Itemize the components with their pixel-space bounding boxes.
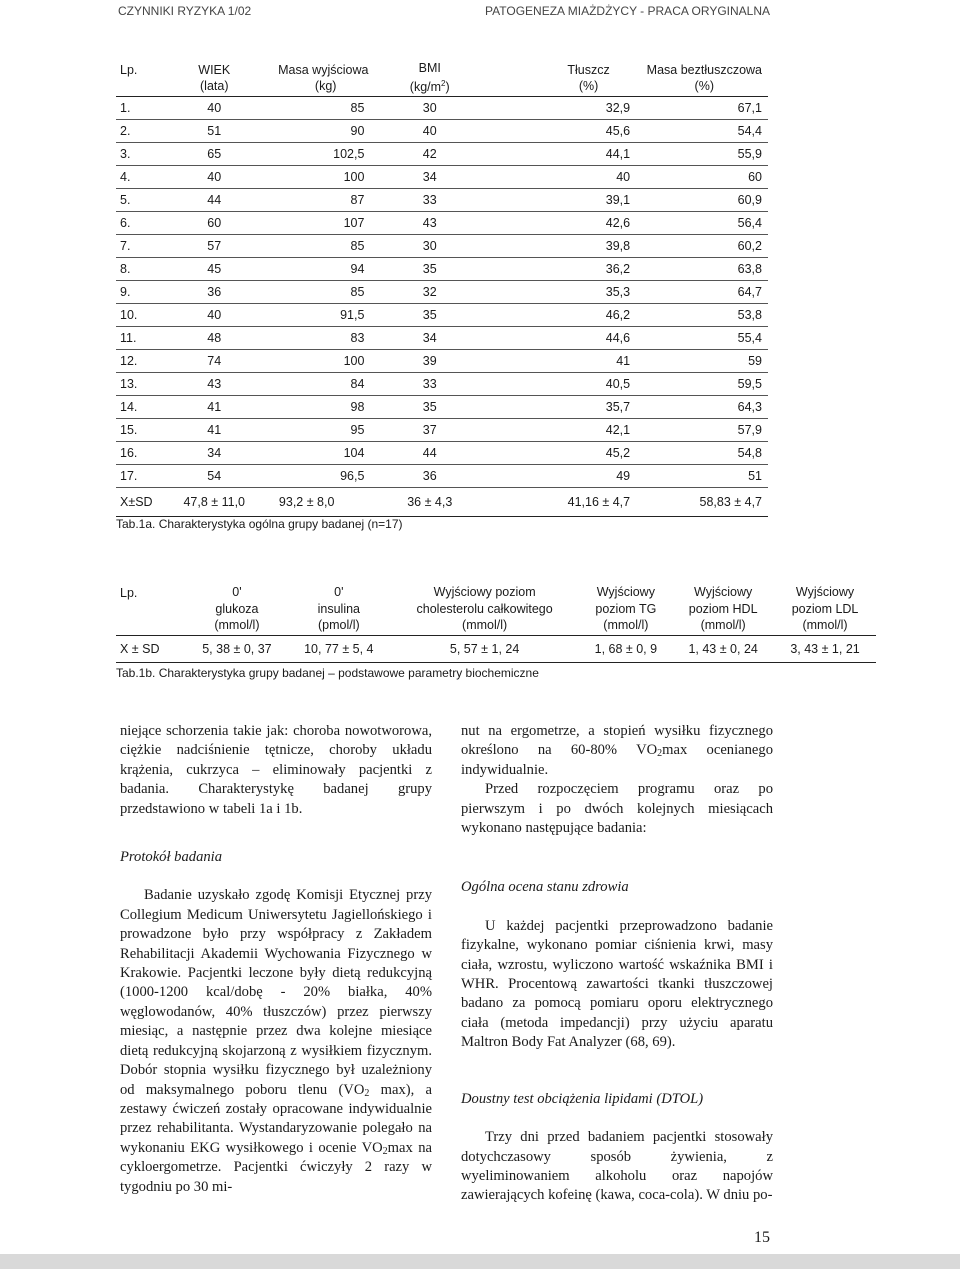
t2-cell: 3, 43 ± 1, 21 bbox=[774, 635, 876, 662]
t2-header-tg bbox=[580, 583, 673, 635]
t1-cell: 53,8 bbox=[636, 303, 768, 326]
t1-cell: 41 bbox=[487, 349, 636, 372]
t1-header-weight bbox=[249, 60, 372, 96]
t1-cell: 34 bbox=[372, 165, 487, 188]
t1-cell: 35 bbox=[372, 257, 487, 280]
t2-header-ldl-l2: poziom LDL bbox=[791, 601, 859, 616]
table-row bbox=[116, 395, 768, 418]
t1-cell: 54,8 bbox=[636, 441, 768, 464]
t1-cell: 40 bbox=[179, 165, 249, 188]
t1-cell: 40 bbox=[372, 119, 487, 142]
t1-cell: 48 bbox=[179, 326, 249, 349]
t1-header-bmi-l1: BMI bbox=[418, 61, 441, 76]
t1-cell: 16. bbox=[116, 441, 179, 464]
t2-header-glucose-l1: 0' bbox=[232, 585, 242, 599]
t1-cell: 45,6 bbox=[487, 119, 636, 142]
t1-cell: 90 bbox=[249, 119, 372, 142]
t1-cell: 60 bbox=[179, 211, 249, 234]
t1-cell: 34 bbox=[372, 326, 487, 349]
t2-cell: 10, 77 ± 5, 4 bbox=[288, 635, 390, 662]
t2-header-ldl bbox=[774, 583, 876, 635]
t2-header-ldl-l1: Wyjściowy bbox=[795, 585, 855, 599]
t1-cell: 6. bbox=[116, 211, 179, 234]
table-row bbox=[116, 464, 768, 487]
table-1a-caption: Tab.1a. Charakterystyka ogólna grupy badanej (n=17) bbox=[116, 517, 403, 531]
t1-cell: 30 bbox=[372, 234, 487, 257]
t1-cell: 40 bbox=[179, 303, 249, 326]
t1-cell: 91,5 bbox=[249, 303, 372, 326]
table-row bbox=[116, 372, 768, 395]
right-paragraph-4: Trzy dni przed badaniem pacjentki stosowały dotychczasowy sposób żywienia, z wyeliminowaniem alkoholu oraz napojów zawierających kofeinę (kawa, coca-cola). W dniu po- bbox=[461, 1129, 773, 1204]
t1-header-bmi-sup: 2 bbox=[441, 79, 446, 89]
t2-header-insulin bbox=[288, 583, 390, 635]
heading-dtol: Doustny test obciążenia lipidami (DTOL) bbox=[461, 1090, 704, 1107]
t1-cell: 96,5 bbox=[249, 464, 372, 487]
right-paragraph-3: U każdej pacjentki przeprowadzono badanie fizykalne, wykonano pomiar ciśnienia krwi, masy ciała, wzrostu, wyliczono wartość wskaźnika BMI i WHR. Procentową zawartości tkanki tłuszczowej badano za pomocą pomiaru oporu elektrycznego ciała (metoda impedancji) przy użyciu aparatu Maltron Body Fat Analyzer (68, 69). bbox=[461, 917, 773, 1051]
running-head-right: PATOGENEZA MIAŻDŻYCY - PRACA ORYGINALNA bbox=[485, 4, 770, 18]
t1-cell: 35 bbox=[372, 395, 487, 418]
t2-header-glucose bbox=[186, 583, 288, 635]
t1-cell: 57 bbox=[179, 234, 249, 257]
t1-cell: 39 bbox=[372, 349, 487, 372]
t2-cell: 1, 68 ± 0, 9 bbox=[580, 635, 673, 662]
t1-cell: 44 bbox=[372, 441, 487, 464]
t1-cell: 32,9 bbox=[487, 96, 636, 119]
t1-header-bmi bbox=[372, 60, 487, 96]
t1-cell: 43 bbox=[179, 372, 249, 395]
heading-protokol-badania: Protokół badania bbox=[120, 849, 223, 866]
t1-cell: 45 bbox=[179, 257, 249, 280]
page-footer-bar bbox=[0, 1254, 960, 1269]
t1-cell: 37 bbox=[372, 418, 487, 441]
table-1b-caption: Tab.1b. Charakterystyka grupy badanej – podstawowe parametry biochemiczne bbox=[116, 666, 539, 680]
t1-cell: 42,1 bbox=[487, 418, 636, 441]
t1-cell: 45,2 bbox=[487, 441, 636, 464]
t1-cell: 36 bbox=[372, 464, 487, 487]
t1-cell: 8. bbox=[116, 257, 179, 280]
table-row bbox=[116, 188, 768, 211]
table-row bbox=[116, 234, 768, 257]
t1-header-bmi-l2a: (kg/m bbox=[409, 80, 442, 95]
t1-cell: 55,9 bbox=[636, 142, 768, 165]
t1-header-lp bbox=[116, 60, 179, 96]
t2-header-hdl-l3: (mmol/l) bbox=[700, 618, 746, 632]
t2-header-chol-l2: cholesterolu całkowitego bbox=[416, 601, 553, 616]
t1-cell: 107 bbox=[249, 211, 372, 234]
table-row bbox=[116, 257, 768, 280]
t1-cell: 9. bbox=[116, 280, 179, 303]
t1-header-lean-l2: (%) bbox=[694, 78, 714, 93]
t2-header-glucose-l3: (mmol/l) bbox=[214, 618, 260, 632]
t1-cell: 4. bbox=[116, 165, 179, 188]
t1-cell: 40 bbox=[179, 96, 249, 119]
t1-cell: 35,7 bbox=[487, 395, 636, 418]
t1-cell: 85 bbox=[249, 280, 372, 303]
t1-cell: 56,4 bbox=[636, 211, 768, 234]
t1-cell: 74 bbox=[179, 349, 249, 372]
table-row bbox=[116, 441, 768, 464]
t1-cell: 40,5 bbox=[487, 372, 636, 395]
t1-cell: 94 bbox=[249, 257, 372, 280]
t1-cell: 46,2 bbox=[487, 303, 636, 326]
t1-cell: 39,1 bbox=[487, 188, 636, 211]
t1-header-age-l1: WIEK bbox=[198, 62, 231, 77]
right-paragraph-2: Przed rozpoczęciem programu oraz po pierwszym i po dwóch kolejnych miesiącach wykonano następujące badania: bbox=[461, 781, 773, 837]
t1-cell: 33 bbox=[372, 188, 487, 211]
t1-cell: 85 bbox=[249, 234, 372, 257]
t1-header-lp-text: Lp. bbox=[120, 63, 138, 77]
t1-cell: 36 bbox=[179, 280, 249, 303]
t1-cell: 35 bbox=[372, 303, 487, 326]
t1-header-lean-l1: Masa beztłuszczowa bbox=[646, 62, 762, 77]
t1-cell: 100 bbox=[249, 165, 372, 188]
t1-cell: 42,6 bbox=[487, 211, 636, 234]
t1-summary-row bbox=[116, 487, 768, 516]
table-row bbox=[116, 142, 768, 165]
left-paragraph-1: niejące schorzenia takie jak: choroba nowotworowa, ciężkie nadciśnienie tętnicze, choroby układu krążenia, cukrzyca – eliminowały pacjentki z badania. Charakterystykę badanej grupy przedstawiono w tabeli 1a i 1b. bbox=[120, 723, 432, 817]
table-row bbox=[116, 119, 768, 142]
left-column bbox=[120, 722, 432, 1197]
left-p2-sub2: 2 bbox=[382, 1145, 388, 1157]
t1-summary-cell: 41,16 ± 4,7 bbox=[487, 487, 636, 516]
t1-cell: 51 bbox=[179, 119, 249, 142]
left-p2-c: max na cykloergometrze. Pacjentki ćwiczyły 2 razy w tygodniu po 30 mi- bbox=[120, 1139, 432, 1195]
t1-cell: 60,9 bbox=[636, 188, 768, 211]
t1-cell: 100 bbox=[249, 349, 372, 372]
table-row bbox=[116, 211, 768, 234]
heading-ogolna-ocena: Ogólna ocena stanu zdrowia bbox=[461, 879, 629, 896]
t1-cell: 1. bbox=[116, 96, 179, 119]
t2-header-tg-l2: poziom TG bbox=[595, 601, 657, 616]
t1-cell: 17. bbox=[116, 464, 179, 487]
t1-cell: 51 bbox=[636, 464, 768, 487]
t2-cell: X ± SD bbox=[116, 635, 186, 662]
t1-cell: 59,5 bbox=[636, 372, 768, 395]
t1-cell: 102,5 bbox=[249, 142, 372, 165]
right-column bbox=[461, 722, 773, 1206]
t2-header-ldl-l3: (mmol/l) bbox=[802, 618, 848, 632]
table-1b-header-row bbox=[116, 583, 876, 635]
t1-cell: 5. bbox=[116, 188, 179, 211]
t1-cell: 98 bbox=[249, 395, 372, 418]
t1-cell: 49 bbox=[487, 464, 636, 487]
t1-cell: 10. bbox=[116, 303, 179, 326]
t1-header-lean bbox=[636, 60, 768, 96]
t1-header-fat-l1: Tłuszcz bbox=[567, 62, 610, 77]
t1-cell: 13. bbox=[116, 372, 179, 395]
table-1a-header-row bbox=[116, 60, 768, 96]
t2-header-lp bbox=[116, 583, 186, 635]
right-p1-a: nut na ergometrze, a stopień wysiłku fizycznego określono na 60-80% VO bbox=[461, 723, 773, 759]
t1-cell: 39,8 bbox=[487, 234, 636, 257]
t1-cell: 95 bbox=[249, 418, 372, 441]
t1-cell: 40 bbox=[487, 165, 636, 188]
t1-cell: 55,4 bbox=[636, 326, 768, 349]
t1-summary-cell: 47,8 ± 11,0 bbox=[179, 487, 249, 516]
t2-cell: 5, 57 ± 1, 24 bbox=[390, 635, 580, 662]
t1-cell: 67,1 bbox=[636, 96, 768, 119]
t1-cell: 41 bbox=[179, 418, 249, 441]
t1-cell: 30 bbox=[372, 96, 487, 119]
left-paragraph-2 bbox=[120, 886, 432, 1197]
t1-cell: 85 bbox=[249, 96, 372, 119]
t1-cell: 35,3 bbox=[487, 280, 636, 303]
table-row bbox=[116, 349, 768, 372]
t1-cell: 43 bbox=[372, 211, 487, 234]
table-row bbox=[116, 165, 768, 188]
t1-cell: 2. bbox=[116, 119, 179, 142]
t1-cell: 15. bbox=[116, 418, 179, 441]
t2-cell: 1, 43 ± 0, 24 bbox=[672, 635, 774, 662]
t1-cell: 64,7 bbox=[636, 280, 768, 303]
t1-cell: 54,4 bbox=[636, 119, 768, 142]
t2-header-cholesterol bbox=[390, 583, 580, 635]
t1-cell: 3. bbox=[116, 142, 179, 165]
right-paragraph-1 bbox=[461, 722, 773, 780]
t1-summary-cell: 93,2 ± 8,0 bbox=[249, 487, 372, 516]
t2-header-tg-l3: (mmol/l) bbox=[603, 618, 649, 632]
t2-header-hdl-l2: poziom HDL bbox=[688, 601, 758, 616]
t2-header-chol-l3: (mmol/l) bbox=[462, 618, 508, 632]
table-1b bbox=[116, 583, 876, 663]
t1-cell: 63,8 bbox=[636, 257, 768, 280]
t1-header-age bbox=[179, 60, 249, 96]
t1-header-bmi-l2b: ) bbox=[445, 80, 450, 95]
page-number: 15 bbox=[754, 1229, 770, 1246]
t1-cell: 11. bbox=[116, 326, 179, 349]
t1-cell: 60 bbox=[636, 165, 768, 188]
table-row bbox=[116, 96, 768, 119]
t1-cell: 14. bbox=[116, 395, 179, 418]
t2-header-lp-text: Lp. bbox=[120, 586, 138, 600]
left-p2-a: Badanie uzyskało zgodę Komisji Etycznej przy Collegium Medicum Uniwersytetu Jagiellońskiego i prowadzone było przy współpracy z Zakładem Rehabilitacji Akademii Wychowania Fizycznego w Krakowie. Pacjentki leczone były dietą redukcyjną (1000-1200 kcal/dobę - 20% białka, 40% węglowodanów, 40% tłuszczów) przez pierwszy miesiąc, a następnie przez dwa kolejne miesiące dietą redukcyjną skojarzoną z wysiłkiem fizycznym. Dobór stopnia wysiłku fizycznego był uzależniony od maksymalnego poboru tlenu (VO bbox=[120, 887, 432, 1098]
left-p2-b: max), a zestawy ćwiczeń zostały opracowane indywidualnie przez rehabilitanta. Wystandaryzowanie polegało na wykonaniu EKG wysiłkowego i ocenie VO bbox=[120, 1081, 432, 1156]
table-row bbox=[116, 280, 768, 303]
running-head bbox=[0, 0, 960, 22]
table-1a-body bbox=[116, 96, 768, 516]
t1-cell: 44,1 bbox=[487, 142, 636, 165]
t1-cell: 42 bbox=[372, 142, 487, 165]
t2-header-insulin-l3: (pmol/l) bbox=[317, 618, 360, 632]
t2-header-hdl bbox=[672, 583, 774, 635]
t1-cell: 60,2 bbox=[636, 234, 768, 257]
t1-cell: 41 bbox=[179, 395, 249, 418]
t1-header-fat bbox=[487, 60, 636, 96]
t1-cell: 32 bbox=[372, 280, 487, 303]
t1-cell: 54 bbox=[179, 464, 249, 487]
t1-cell: 34 bbox=[179, 441, 249, 464]
table-row bbox=[116, 418, 768, 441]
t1-cell: 7. bbox=[116, 234, 179, 257]
t1-cell: 84 bbox=[249, 372, 372, 395]
t2-header-tg-l1: Wyjściowy bbox=[596, 585, 655, 599]
table-row bbox=[116, 303, 768, 326]
t1-cell: 36,2 bbox=[487, 257, 636, 280]
t1-cell: 33 bbox=[372, 372, 487, 395]
t1-header-weight-l2: (kg) bbox=[314, 78, 337, 93]
t1-cell: 87 bbox=[249, 188, 372, 211]
t1-cell: 57,9 bbox=[636, 418, 768, 441]
t1-cell: 44,6 bbox=[487, 326, 636, 349]
left-p2-sub1: 2 bbox=[364, 1087, 370, 1099]
table-1a bbox=[116, 60, 768, 517]
t1-header-fat-l2: (%) bbox=[578, 78, 599, 93]
t2-summary-row bbox=[116, 635, 876, 662]
t1-cell: 83 bbox=[249, 326, 372, 349]
t2-header-insulin-l2: insulina bbox=[317, 601, 360, 616]
t1-cell: 65 bbox=[179, 142, 249, 165]
right-p1-sub: 2 bbox=[657, 748, 663, 760]
t1-summary-cell: 58,83 ± 4,7 bbox=[636, 487, 768, 516]
t1-cell: 44 bbox=[179, 188, 249, 211]
t1-summary-cell: 36 ± 4,3 bbox=[372, 487, 487, 516]
t2-header-glucose-l2: glukoza bbox=[215, 601, 259, 616]
t2-header-insulin-l1: 0' bbox=[334, 585, 344, 599]
t1-cell: 59 bbox=[636, 349, 768, 372]
right-p1-b: max ocenianego indywidualnie. bbox=[461, 742, 773, 778]
t1-header-age-l2: (lata) bbox=[200, 78, 229, 93]
t1-summary-cell: X±SD bbox=[116, 487, 179, 516]
t2-header-chol-l1: Wyjściowy poziom bbox=[433, 585, 536, 599]
t1-cell: 64,3 bbox=[636, 395, 768, 418]
t2-header-hdl-l1: Wyjściowy bbox=[694, 585, 753, 599]
t1-cell: 104 bbox=[249, 441, 372, 464]
running-head-left: CZYNNIKI RYZYKA 1/02 bbox=[118, 4, 252, 18]
t1-cell: 12. bbox=[116, 349, 179, 372]
t2-cell: 5, 38 ± 0, 37 bbox=[186, 635, 288, 662]
table-row bbox=[116, 326, 768, 349]
t1-header-weight-l1: Masa wyjściowa bbox=[278, 62, 369, 77]
